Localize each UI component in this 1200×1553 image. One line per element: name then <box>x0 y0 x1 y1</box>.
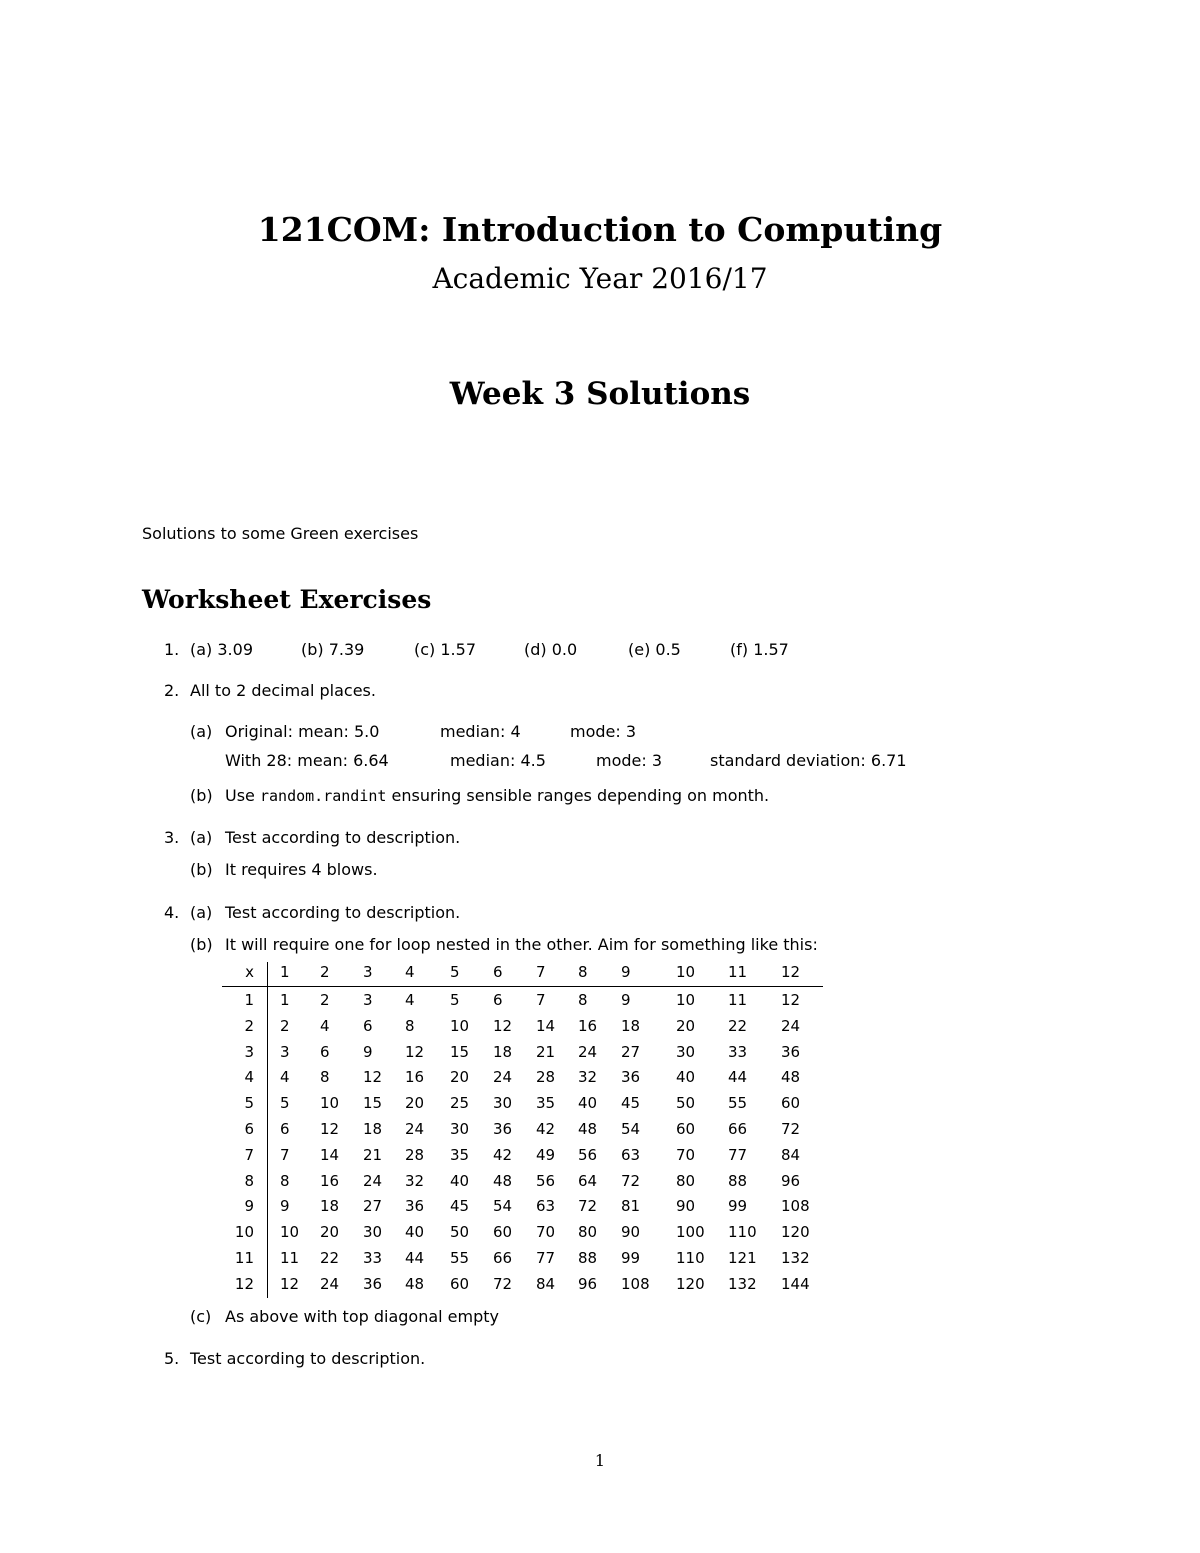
table-row-label: 5 <box>244 1094 254 1112</box>
table-cell: 36 <box>621 1068 641 1086</box>
table-cell: 56 <box>536 1172 556 1190</box>
table-cell: 42 <box>536 1120 556 1138</box>
q2b-pre: Use <box>225 786 255 805</box>
q3b-label: (b) <box>190 860 213 879</box>
table-cell: 42 <box>493 1146 513 1164</box>
table-cell: 16 <box>320 1172 340 1190</box>
table-cell: 55 <box>450 1249 470 1267</box>
table-column-header: 2 <box>320 963 330 981</box>
q2-number: 2. <box>164 681 180 700</box>
table-cell: 60 <box>676 1120 696 1138</box>
table-cell: 20 <box>405 1094 425 1112</box>
table-column-header: 6 <box>493 963 503 981</box>
table-cell: 50 <box>450 1223 470 1241</box>
table-cell: 4 <box>280 1068 290 1086</box>
table-cell: 96 <box>578 1275 598 1293</box>
table-cell: 35 <box>450 1146 470 1164</box>
table-row-label: 10 <box>234 1223 254 1241</box>
table-cell: 16 <box>578 1017 598 1035</box>
table-cell: 28 <box>405 1146 425 1164</box>
table-cell: 3 <box>363 991 373 1009</box>
table-cell: 22 <box>320 1249 340 1267</box>
table-cell: 66 <box>728 1120 748 1138</box>
week-title: Week 3 Solutions <box>449 376 751 412</box>
q5-text: Test according to description. <box>190 1349 426 1368</box>
table-cell: 81 <box>621 1197 641 1215</box>
table-cell: 11 <box>280 1249 300 1267</box>
table-cell: 36 <box>781 1043 801 1061</box>
q2a-with28-mode: mode: 3 <box>596 751 663 770</box>
table-cell: 84 <box>781 1146 801 1164</box>
table-cell: 20 <box>450 1068 470 1086</box>
table-cell: 6 <box>320 1043 330 1061</box>
table-cell: 90 <box>676 1197 696 1215</box>
table-cell: 24 <box>363 1172 383 1190</box>
table-cell: 48 <box>405 1275 425 1293</box>
table-cell: 7 <box>536 991 546 1009</box>
q1-answer-f: (f) 1.57 <box>730 640 789 659</box>
table-cell: 28 <box>536 1068 556 1086</box>
q3a-text: Test according to description. <box>225 828 461 847</box>
table-cell: 45 <box>450 1197 470 1215</box>
table-column-header: 11 <box>728 963 748 981</box>
table-column-header: 4 <box>405 963 415 981</box>
table-cell: 56 <box>578 1146 598 1164</box>
table-cell: 132 <box>728 1275 757 1293</box>
table-cell: 36 <box>493 1120 513 1138</box>
table-cell: 80 <box>578 1223 598 1241</box>
table-cell: 10 <box>450 1017 470 1035</box>
table-row-label: 7 <box>244 1146 254 1164</box>
table-cell: 72 <box>578 1197 598 1215</box>
table-cell: 66 <box>493 1249 513 1267</box>
table-cell: 18 <box>493 1043 513 1061</box>
table-cell: 30 <box>363 1223 383 1241</box>
table-cell: 8 <box>280 1172 290 1190</box>
table-column-header: 3 <box>363 963 373 981</box>
table-cell: 18 <box>621 1017 641 1035</box>
table-cell: 144 <box>781 1275 810 1293</box>
q1-answer-a: (a) 3.09 <box>190 640 253 659</box>
table-cell: 16 <box>405 1068 425 1086</box>
table-cell: 96 <box>781 1172 801 1190</box>
table-cell: 20 <box>676 1017 696 1035</box>
table-cell: 4 <box>405 991 415 1009</box>
table-cell: 27 <box>621 1043 641 1061</box>
table-cell: 35 <box>536 1094 556 1112</box>
table-cell: 70 <box>676 1146 696 1164</box>
table-cell: 60 <box>781 1094 801 1112</box>
q2a-original-mode: mode: 3 <box>570 722 637 741</box>
table-cell: 110 <box>676 1249 705 1267</box>
table-cell: 108 <box>781 1197 810 1215</box>
table-cell: 44 <box>728 1068 748 1086</box>
table-cell: 48 <box>493 1172 513 1190</box>
q2a-with28-stddev: standard deviation: 6.71 <box>710 751 907 770</box>
table-cell: 18 <box>320 1197 340 1215</box>
table-cell: 14 <box>536 1017 556 1035</box>
table-cell: 12 <box>280 1275 300 1293</box>
table-cell: 21 <box>363 1146 383 1164</box>
table-cell: 99 <box>728 1197 748 1215</box>
table-cell: 49 <box>536 1146 556 1164</box>
table-row-label: 3 <box>244 1043 254 1061</box>
table-cell: 5 <box>280 1094 290 1112</box>
q4b-label: (b) <box>190 935 213 954</box>
table-cell: 110 <box>728 1223 757 1241</box>
table-cell: 24 <box>493 1068 513 1086</box>
table-cell: 22 <box>728 1017 748 1035</box>
table-cell: 15 <box>363 1094 383 1112</box>
table-cell: 7 <box>280 1146 290 1164</box>
section-title: Worksheet Exercises <box>142 585 432 614</box>
q2a-with28-mean: With 28: mean: 6.64 <box>225 751 389 770</box>
table-cell: 12 <box>781 991 801 1009</box>
table-cell: 40 <box>578 1094 598 1112</box>
table-cell: 70 <box>536 1223 556 1241</box>
table-cell: 20 <box>320 1223 340 1241</box>
table-cell: 45 <box>621 1094 641 1112</box>
q2b-code: random.randint <box>259 787 387 805</box>
table-cell: 24 <box>320 1275 340 1293</box>
table-cell: 120 <box>781 1223 810 1241</box>
q3b-text: It requires 4 blows. <box>225 860 378 879</box>
table-cell: 24 <box>405 1120 425 1138</box>
academic-year: Academic Year 2016/17 <box>432 262 768 295</box>
q2a-label: (a) <box>190 722 213 741</box>
q2b-label: (b) <box>190 786 213 805</box>
table-cell: 6 <box>363 1017 373 1035</box>
table-row-label: 4 <box>244 1068 254 1086</box>
table-cell: 6 <box>280 1120 290 1138</box>
table-cell: 54 <box>493 1197 513 1215</box>
q4c-text: As above with top diagonal empty <box>225 1307 500 1326</box>
table-cell: 14 <box>320 1146 340 1164</box>
table-cell: 8 <box>320 1068 330 1086</box>
table-cell: 40 <box>676 1068 696 1086</box>
table-cell: 63 <box>536 1197 556 1215</box>
table-cell: 63 <box>621 1146 641 1164</box>
document-title: 121COM: Introduction to Computing <box>257 210 943 249</box>
table-cell: 80 <box>676 1172 696 1190</box>
table-cell: 8 <box>405 1017 415 1035</box>
q4a-text: Test according to description. <box>225 903 461 922</box>
table-row-label: 6 <box>244 1120 254 1138</box>
table-cell: 48 <box>578 1120 598 1138</box>
table-cell: 25 <box>450 1094 470 1112</box>
table-cell: 9 <box>280 1197 290 1215</box>
table-cell: 18 <box>363 1120 383 1138</box>
q1-answer-d: (d) 0.0 <box>524 640 578 659</box>
q1-answer-b: (b) 7.39 <box>301 640 365 659</box>
table-column-header: 8 <box>578 963 588 981</box>
table-cell: 30 <box>493 1094 513 1112</box>
table-vertical-rule <box>267 962 268 1298</box>
page-number: 1 <box>594 1451 606 1470</box>
table-cell: 60 <box>450 1275 470 1293</box>
table-cell: 3 <box>280 1043 290 1061</box>
q4b-text: It will require one for loop nested in the other. Aim for something like this: <box>225 935 818 954</box>
table-cell: 15 <box>450 1043 470 1061</box>
intro-text: Solutions to some Green exercises <box>142 524 419 543</box>
q4a-label: (a) <box>190 903 213 922</box>
table-horizontal-rule <box>222 986 823 987</box>
table-row-label: 9 <box>244 1197 254 1215</box>
q2b-post: ensuring sensible ranges depending on month. <box>391 786 770 805</box>
table-row-label: 2 <box>244 1017 254 1035</box>
table-cell: 48 <box>781 1068 801 1086</box>
table-cell: 27 <box>363 1197 383 1215</box>
table-cell: 11 <box>728 991 748 1009</box>
table-cell: 5 <box>450 991 460 1009</box>
q1-answer-c: (c) 1.57 <box>414 640 476 659</box>
table-cell: 10 <box>676 991 696 1009</box>
table-row-label: 11 <box>234 1249 254 1267</box>
table-cell: 88 <box>728 1172 748 1190</box>
table-cell: 77 <box>728 1146 748 1164</box>
table-cell: 12 <box>493 1017 513 1035</box>
table-cell: 77 <box>536 1249 556 1267</box>
table-cell: 24 <box>781 1017 801 1035</box>
table-cell: 32 <box>405 1172 425 1190</box>
q2a-original-median: median: 4 <box>440 722 521 741</box>
table-cell: 2 <box>280 1017 290 1035</box>
q4c-label: (c) <box>190 1307 212 1326</box>
table-column-header: 10 <box>676 963 696 981</box>
table-cell: 84 <box>536 1275 556 1293</box>
table-cell: 8 <box>578 991 588 1009</box>
table-row-label: 1 <box>244 991 254 1009</box>
table-column-header: 7 <box>536 963 546 981</box>
table-cell: 9 <box>363 1043 373 1061</box>
table-cell: 2 <box>320 991 330 1009</box>
table-cell: 24 <box>578 1043 598 1061</box>
table-column-header: 9 <box>621 963 631 981</box>
q1-number: 1. <box>164 640 180 659</box>
table-cell: 40 <box>450 1172 470 1190</box>
table-cell: 36 <box>405 1197 425 1215</box>
table-cell: 6 <box>493 991 503 1009</box>
table-column-header: 1 <box>280 963 290 981</box>
table-cell: 54 <box>621 1120 641 1138</box>
table-cell: 121 <box>728 1249 757 1267</box>
table-cell: 32 <box>578 1068 598 1086</box>
table-cell: 12 <box>320 1120 340 1138</box>
table-row-label: 8 <box>244 1172 254 1190</box>
table-cell: 10 <box>320 1094 340 1112</box>
table-cell: 12 <box>363 1068 383 1086</box>
table-cell: 72 <box>621 1172 641 1190</box>
q3-number: 3. <box>164 828 180 847</box>
q5-number: 5. <box>164 1349 180 1368</box>
q1-answer-e: (e) 0.5 <box>628 640 681 659</box>
table-cell: 36 <box>363 1275 383 1293</box>
table-cell: 55 <box>728 1094 748 1112</box>
table-cell: 120 <box>676 1275 705 1293</box>
table-cell: 12 <box>405 1043 425 1061</box>
table-cell: 64 <box>578 1172 598 1190</box>
table-cell: 30 <box>450 1120 470 1138</box>
table-cell: 100 <box>676 1223 705 1241</box>
table-cell: 9 <box>621 991 631 1009</box>
table-cell: 50 <box>676 1094 696 1112</box>
table-cell: 30 <box>676 1043 696 1061</box>
table-cell: 44 <box>405 1249 425 1267</box>
table-cell: 72 <box>493 1275 513 1293</box>
table-cell: 99 <box>621 1249 641 1267</box>
table-cell: 108 <box>621 1275 650 1293</box>
table-cell: 132 <box>781 1249 810 1267</box>
q2a-original-mean: Original: mean: 5.0 <box>225 722 380 741</box>
q4-number: 4. <box>164 903 180 922</box>
table-cell: 33 <box>363 1249 383 1267</box>
table-cell: 10 <box>280 1223 300 1241</box>
table-cell: 1 <box>280 991 290 1009</box>
q3a-label: (a) <box>190 828 213 847</box>
table-row-label: 12 <box>234 1275 254 1293</box>
q2b-text <box>225 786 769 805</box>
table-cell: 33 <box>728 1043 748 1061</box>
table-cell: 4 <box>320 1017 330 1035</box>
table-column-header: 12 <box>781 963 801 981</box>
table-column-header: 5 <box>450 963 460 981</box>
table-corner: x <box>245 963 254 981</box>
table-cell: 60 <box>493 1223 513 1241</box>
table-cell: 72 <box>781 1120 801 1138</box>
table-cell: 21 <box>536 1043 556 1061</box>
q2a-with28-median: median: 4.5 <box>450 751 546 770</box>
table-cell: 88 <box>578 1249 598 1267</box>
table-cell: 40 <box>405 1223 425 1241</box>
q2-text: All to 2 decimal places. <box>190 681 376 700</box>
table-cell: 90 <box>621 1223 641 1241</box>
